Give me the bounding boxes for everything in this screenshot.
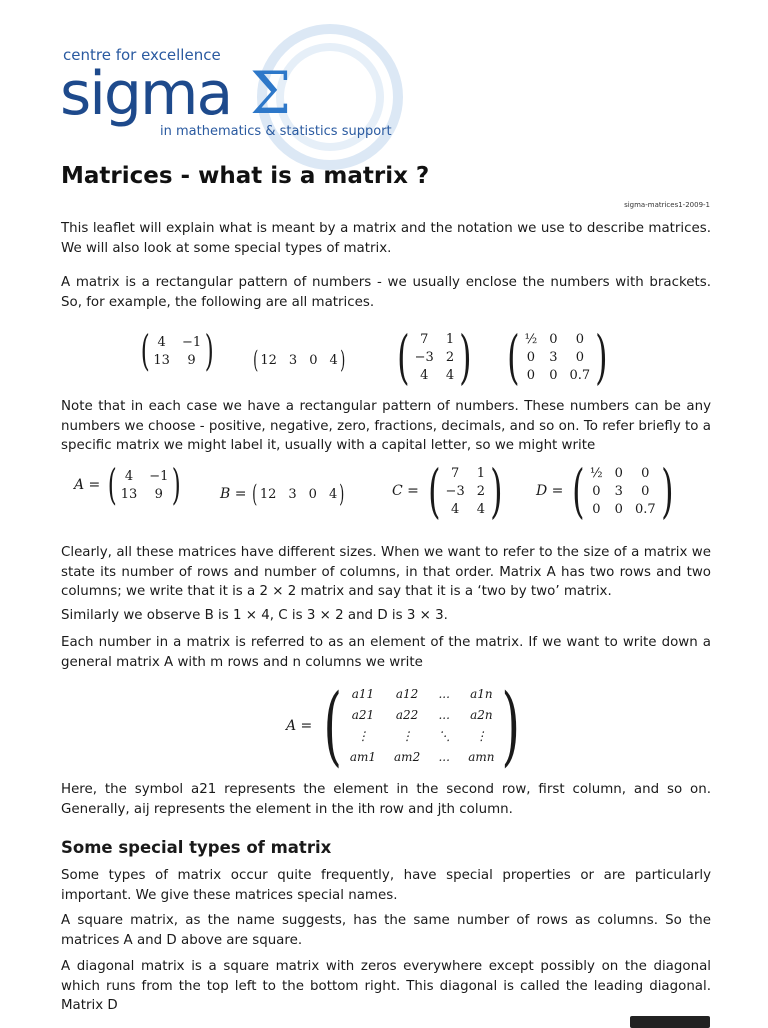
matrix-a-labelled: A = ( 4 −1 13 9 ) xyxy=(74,460,182,509)
paragraph-symbol: Here, the symbol a21 represents the element in the second row, first column, and so on. Generally, aij represents the element in the ith row and jth column. xyxy=(61,782,711,817)
paragraph-diagonal: A diagonal matrix is a square matrix with zeros everywhere except possibly on the diagonal which runs from the top left to the bottom right. This diagonal is called the leading diagonal. Matrix D xyxy=(61,959,711,1013)
general-matrix: A = ( a11 a12 ... a1n a21 a22 ... a2n ⋮ ⋮ ⋱ ⋮ am1 am2 ... amn ) xyxy=(286,676,521,776)
matrix-d-labelled: D = ( ½ 0 0 0 3 0 0 0 0.7 ) xyxy=(536,457,674,525)
matrix-b-labelled: B = ( 12 3 0 4 ) xyxy=(220,480,345,508)
paragraph-intro: This leaflet will explain what is meant by a matrix and the notation we use to describe matrices. We will also look at some special types of matrix. xyxy=(61,221,711,256)
matrix-c-example: ( 7 1 −3 2 4 4 ) xyxy=(397,323,472,391)
logo-tagline-bottom: in mathematics & statistics support xyxy=(160,124,392,139)
general-matrix-label: A = xyxy=(286,718,313,734)
paragraph-sizes: Clearly, all these matrices have different sizes. When we want to refer to the size of a matrix we state its number of rows and number of columns, in that order. Matrix A has two rows and two columns; we write that it is a 2 × 2 matrix and say that it is a ‘two by two’ matrix. xyxy=(61,545,711,599)
paragraph-element: Each number in a matrix is referred to as an element of the matrix. If we want to write down a general matrix A with m rows and n columns we write xyxy=(61,635,711,670)
sigma-logo xyxy=(60,40,420,160)
matrix-b-example: ( 12 3 0 4 ) xyxy=(253,346,346,374)
example-matrices-row xyxy=(0,323,768,391)
page-title: Matrices - what is a matrix ? xyxy=(61,163,430,189)
paragraph-note: Note that in each case we have a rectangular pattern of numbers. These numbers can be any numbers we choose - positive, negative, zero, fractions, decimals, and so on. To refer briefly to a specific matrix we might label it, usually with a capital letter, so we might write xyxy=(61,399,711,453)
labelled-matrices-row xyxy=(0,457,768,525)
paragraph-definition: A matrix is a rectangular pattern of numbers - we usually enclose the numbers with brackets. So, for example, the following are all matrices. xyxy=(61,275,711,310)
paragraph-special: Some types of matrix occur quite frequently, have special properties or are particularly important. We give these matrices special names. xyxy=(61,868,711,903)
section-heading: Some special types of matrix xyxy=(61,838,332,857)
license-badge-icon xyxy=(630,1016,710,1028)
general-matrix-grid: a11 a12 ... a1n a21 a22 ... a2n ⋮ ⋮ ⋱ ⋮ am1 am2 ... amn xyxy=(349,687,495,764)
paragraph-square: A square matrix, as the name suggests, has the same number of rows as columns. So the matrices A and D above are square. xyxy=(61,913,711,948)
matrix-a-example: ( 4 −1 13 9 ) xyxy=(140,326,214,375)
matrix-b-grid: 12 3 0 4 xyxy=(260,352,338,368)
document-code: sigma-matrices1-2009-1 xyxy=(624,201,710,209)
matrix-d-grid: ½ 0 0 0 3 0 0 0 0.7 xyxy=(524,331,591,383)
matrix-a-grid: 4 −1 13 9 xyxy=(153,334,202,368)
matrix-c-grid: 7 1 −3 2 4 4 xyxy=(414,331,455,383)
paragraph-similarly: Similarly we observe B is 1 × 4, C is 3 × 2 and D is 3 × 3. xyxy=(61,608,448,623)
matrix-d-example: ( ½ 0 0 0 3 0 0 0 0.7 ) xyxy=(507,323,608,391)
logo-tagline-top: centre for excellence xyxy=(63,46,221,64)
logo-wordmark: sigma xyxy=(60,59,232,129)
matrix-c-labelled: C = ( 7 1 −3 2 4 4 ) xyxy=(392,457,503,525)
sigma-symbol-icon: Σ xyxy=(250,59,292,127)
